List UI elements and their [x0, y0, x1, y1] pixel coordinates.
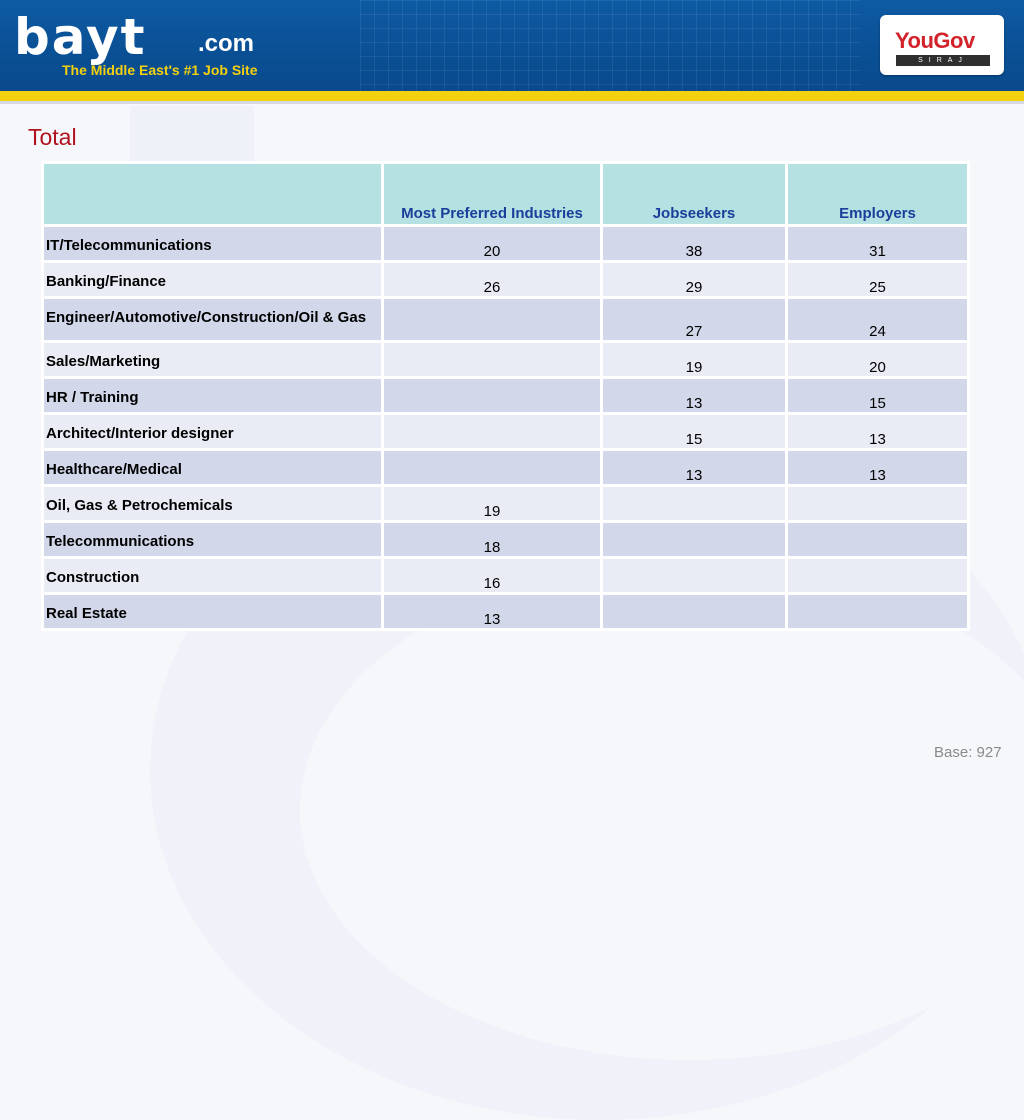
- cell-employers: 25: [787, 262, 969, 298]
- cell-jobseekers: 38: [602, 226, 787, 262]
- cell-jobseekers: [602, 594, 787, 630]
- row-label: Oil, Gas & Petrochemicals: [43, 486, 383, 522]
- cell-preferred: [383, 342, 602, 378]
- yougov-logo-sub: SIRAJ: [896, 55, 990, 66]
- cell-jobseekers: 29: [602, 262, 787, 298]
- row-label: Telecommunications: [43, 522, 383, 558]
- table-body: [43, 226, 969, 630]
- table-row: [43, 226, 969, 262]
- table-row: [43, 558, 969, 594]
- row-label: Sales/Marketing: [43, 342, 383, 378]
- cell-jobseekers: 13: [602, 378, 787, 414]
- cell-employers: 13: [787, 414, 969, 450]
- cell-preferred: 13: [383, 594, 602, 630]
- cell-preferred: [383, 298, 602, 342]
- cell-preferred: 16: [383, 558, 602, 594]
- bayt-tagline: The Middle East's #1 Job Site: [62, 62, 258, 78]
- table-row: [43, 594, 969, 630]
- column-header-industry: [43, 163, 383, 226]
- cell-employers: 31: [787, 226, 969, 262]
- table-row: [43, 450, 969, 486]
- cell-jobseekers: 15: [602, 414, 787, 450]
- bayt-logo-suffix: .com: [198, 30, 255, 57]
- cell-jobseekers: [602, 486, 787, 522]
- row-label: Architect/Interior designer: [43, 414, 383, 450]
- column-header-jobseekers: Jobseekers: [602, 163, 787, 226]
- yougov-logo-text: YouGov: [895, 28, 975, 53]
- header-banner: [0, 0, 1024, 91]
- cell-jobseekers: 27: [602, 298, 787, 342]
- cell-employers: [787, 486, 969, 522]
- row-label: HR / Training: [43, 378, 383, 414]
- table-row: [43, 486, 969, 522]
- cell-jobseekers: 13: [602, 450, 787, 486]
- cell-preferred: 20: [383, 226, 602, 262]
- cell-employers: 13: [787, 450, 969, 486]
- cell-employers: [787, 594, 969, 630]
- cell-preferred: [383, 378, 602, 414]
- base-note: Base: 927: [934, 744, 1002, 761]
- row-label: Construction: [43, 558, 383, 594]
- row-label: Engineer/Automotive/Construction/Oil & Gas: [43, 298, 383, 342]
- header-stripe-shadow: [0, 101, 1024, 104]
- industries-table: [41, 161, 970, 631]
- cell-employers: [787, 558, 969, 594]
- cell-preferred: [383, 414, 602, 450]
- header-pattern: [360, 0, 860, 91]
- row-label: IT/Telecommunications: [43, 226, 383, 262]
- table-row: [43, 262, 969, 298]
- table-header-row: [43, 163, 969, 226]
- cell-employers: 20: [787, 342, 969, 378]
- cell-jobseekers: [602, 558, 787, 594]
- background-block: [130, 106, 254, 166]
- column-header-employers: Employers: [787, 163, 969, 226]
- cell-preferred: 18: [383, 522, 602, 558]
- row-label: Healthcare/Medical: [43, 450, 383, 486]
- bayt-logo: bayt: [14, 8, 147, 66]
- table-row: [43, 342, 969, 378]
- table-row: [43, 298, 969, 342]
- cell-employers: 15: [787, 378, 969, 414]
- table-row: [43, 522, 969, 558]
- column-header-preferred: Most Preferred Industries: [383, 163, 602, 226]
- cell-employers: 24: [787, 298, 969, 342]
- row-label: Banking/Finance: [43, 262, 383, 298]
- cell-preferred: 26: [383, 262, 602, 298]
- cell-employers: [787, 522, 969, 558]
- page-title: Total: [28, 124, 77, 150]
- cell-jobseekers: [602, 522, 787, 558]
- row-label: Real Estate: [43, 594, 383, 630]
- cell-preferred: 19: [383, 486, 602, 522]
- yougov-logo: [880, 15, 1004, 75]
- table-row: [43, 378, 969, 414]
- cell-preferred: [383, 450, 602, 486]
- table-row: [43, 414, 969, 450]
- header-stripe: [0, 91, 1024, 101]
- cell-jobseekers: 19: [602, 342, 787, 378]
